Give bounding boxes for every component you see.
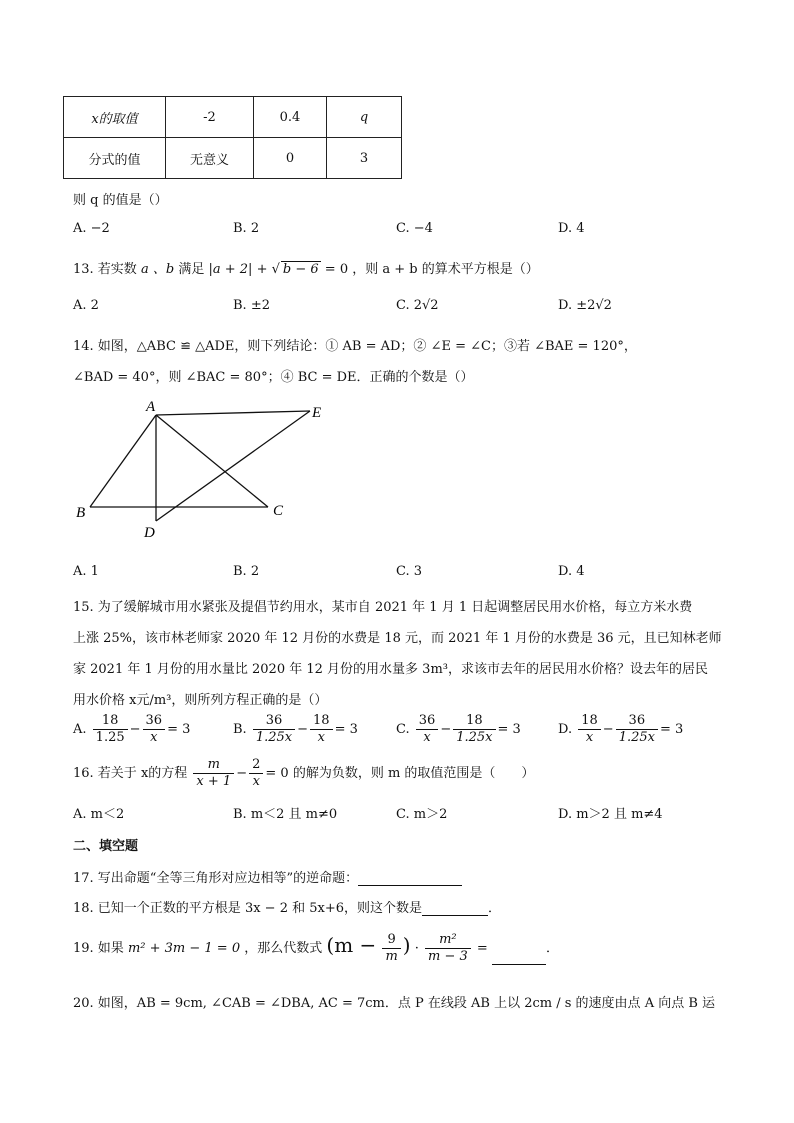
q15-option-a: A. $\frac{18}{1.25}$ − $\frac{36}{x}$ = 3	[73, 713, 191, 745]
rhs: = 3	[497, 722, 521, 737]
rhs: = 3	[334, 722, 358, 737]
q18-text: 18. 已知一个正数的平方根是 3x − 2 和 5x+6，则这个数是	[73, 901, 423, 916]
q16-option-b: B. m＜2 且 m≠0	[233, 807, 338, 822]
numerator: m	[193, 757, 234, 774]
label-a: A	[146, 399, 156, 415]
numerator: 18	[310, 713, 333, 730]
q12-option-b: B. 2	[233, 221, 260, 236]
table-cell: q	[327, 97, 402, 138]
q16-option-d: D. m＞2 且 m≠4	[558, 807, 663, 822]
numerator: 36	[253, 713, 295, 730]
table-row	[64, 138, 402, 179]
label-e: E	[312, 405, 322, 421]
numerator: 18	[578, 713, 601, 730]
q13-option-b: B. ±2	[233, 298, 270, 313]
q13-text: 满足	[178, 262, 205, 277]
label-c: C	[273, 503, 284, 519]
q16-stem: 16. 若关于 x的方程 $\frac{m}{x + 1}$ − $\frac{2}{x}$ = 0 的解为负数，则 m 的取值范围是（ ）	[73, 757, 535, 789]
option-label: B.	[233, 722, 247, 737]
q15-option-b: B. $\frac{36}{1.25x}$ − $\frac{18}{x}$ = 3	[233, 713, 358, 745]
q13-vars: a 、b	[140, 262, 175, 277]
q14-stem-line2: ∠BAD = 40°，则 ∠BAC = 80°；④ BC = DE．正确的个数是（）	[73, 370, 474, 385]
q12-stem: 则 q 的值是（）	[73, 193, 168, 208]
denominator: x	[585, 730, 594, 745]
q15-line3: 家 2021 年 1 月份的用水量比 2020 年 12 月份的用水量多 3m³，求该市去年的居民用水价格？设去年的居民	[73, 662, 708, 677]
q13-option-a: A. 2	[73, 298, 99, 313]
numerator: m²	[425, 932, 471, 949]
denominator: 1.25x	[456, 730, 493, 745]
q14-option-a: A. 1	[73, 564, 99, 579]
q19-end: ．	[545, 941, 559, 956]
q16-option-a: A. m＜2	[73, 807, 125, 822]
section-heading: 二、填空题	[73, 839, 139, 854]
rhs: = 0	[265, 766, 289, 781]
q16-option-c: C. m＞2	[396, 807, 448, 822]
answer-blank[interactable]	[422, 901, 488, 916]
numerator: 36	[616, 713, 658, 730]
rhs: = 3	[167, 722, 191, 737]
numerator: 36	[416, 713, 439, 730]
q13-stem: 13. 若实数 a 、b 满足 |a + 2| + √ b − 6 = 0 ，则 a + b 的算术平方根是（）	[73, 262, 539, 277]
q13-eq: = 0	[324, 262, 349, 277]
q15-line1: 15. 为了缓解城市用水紧张及提倡节约用水，某市自 2021 年 1 月 1 日起调整居民用水价格，每立方米水费	[73, 600, 693, 615]
denominator: 1.25x	[255, 730, 293, 745]
q14-option-c: C. 3	[396, 564, 423, 579]
denominator: x	[423, 730, 431, 745]
paren-right: )	[402, 933, 411, 957]
q19-condition: m² + 3m − 1 = 0	[127, 941, 241, 956]
label-b: B	[76, 505, 86, 521]
q13-sqrt: b − 6	[282, 262, 319, 277]
label-d: D	[144, 525, 155, 541]
paren-left: (m −	[326, 933, 377, 957]
q19-text: 19. 如果	[73, 941, 124, 956]
dot: ·	[414, 941, 419, 956]
q14-stem-line1: 14. 如图，△ABC ≌ △ADE，则下列结论：① AB = AD；② ∠E = ∠C；③若 ∠BAE = 120°，	[73, 339, 637, 354]
numerator: 2	[249, 757, 263, 774]
q15-option-c: C. $\frac{36}{x}$ − $\frac{18}{1.25x}$ = 3	[396, 713, 521, 745]
rhs: = 3	[659, 722, 684, 737]
table-cell: 0.4	[254, 97, 327, 138]
q12-option-c: C. −4	[396, 221, 433, 236]
numerator: 9	[382, 932, 400, 949]
numerator: 18	[93, 713, 128, 730]
q17-text: 17. 写出命题“全等三角形对应边相等”的逆命题：	[73, 871, 359, 886]
denominator: 1.25	[95, 730, 125, 745]
q13-option-c: C. 2√2	[396, 298, 439, 313]
table-cell: 分式的值	[64, 138, 166, 179]
option-label: C.	[396, 722, 410, 737]
q16-text: 16. 若关于 x的方程	[73, 766, 188, 781]
option-label: D.	[558, 722, 573, 737]
q13-option-d: D. ±2√2	[558, 298, 612, 313]
q18-stem	[73, 897, 501, 916]
q12-option-a: A. −2	[73, 221, 110, 236]
numerator: 36	[143, 713, 166, 730]
option-label: A.	[73, 722, 87, 737]
q16-text: 的解为负数，则 m 的取值范围是（ ）	[292, 766, 535, 781]
q13-plus: +	[256, 262, 268, 277]
table-row	[64, 97, 402, 138]
answer-blank[interactable]	[492, 950, 546, 965]
q13-abs: |a + 2|	[208, 262, 253, 277]
q13-text: ，则 a + b 的算术平方根是（）	[352, 262, 539, 277]
q15-option-d: D. $\frac{18}{x}$ − $\frac{36}{1.25x}$ = 3	[558, 713, 684, 745]
denominator: m − 3	[428, 949, 468, 964]
q12-option-d: D. 4	[558, 221, 585, 236]
values-table	[63, 96, 402, 179]
q17-stem	[73, 867, 462, 886]
denominator: m	[385, 949, 398, 964]
q13-text: 13. 若实数	[73, 262, 137, 277]
table-cell: 3	[327, 138, 402, 179]
numerator: 18	[453, 713, 495, 730]
q15-line2: 上涨 25%，该市林老师家 2020 年 12 月份的水费是 18 元，而 2021 年 1 月份的水费是 36 元，且已知林老师	[73, 631, 722, 646]
q15-line4: 用水价格 x元/m³，则所列方程正确的是（）	[73, 693, 328, 708]
triangle-figure	[70, 395, 340, 545]
q19-text: ，那么代数式	[244, 941, 323, 956]
q14-option-b: B. 2	[233, 564, 260, 579]
denominator: x	[252, 774, 260, 789]
denominator: 1.25x	[618, 730, 655, 745]
q14-option-d: D. 4	[558, 564, 585, 579]
table-cell: 无意义	[166, 138, 254, 179]
table-cell: x的取值	[64, 97, 166, 138]
q18-end: ．	[488, 901, 502, 916]
equals: =	[476, 941, 488, 956]
table-cell: -2	[166, 97, 254, 138]
denominator: x + 1	[196, 774, 232, 789]
denominator: x	[317, 730, 325, 745]
answer-blank[interactable]	[358, 871, 462, 886]
denominator: x	[150, 730, 158, 745]
table-cell: 0	[254, 138, 327, 179]
q20-stem: 20. 如图，AB = 9cm, ∠CAB = ∠DBA, AC = 7cm．点 P 在线段 AB 上以 2cm / s 的速度由点 A 向点 B 运	[73, 996, 716, 1011]
q19-stem	[73, 932, 559, 965]
